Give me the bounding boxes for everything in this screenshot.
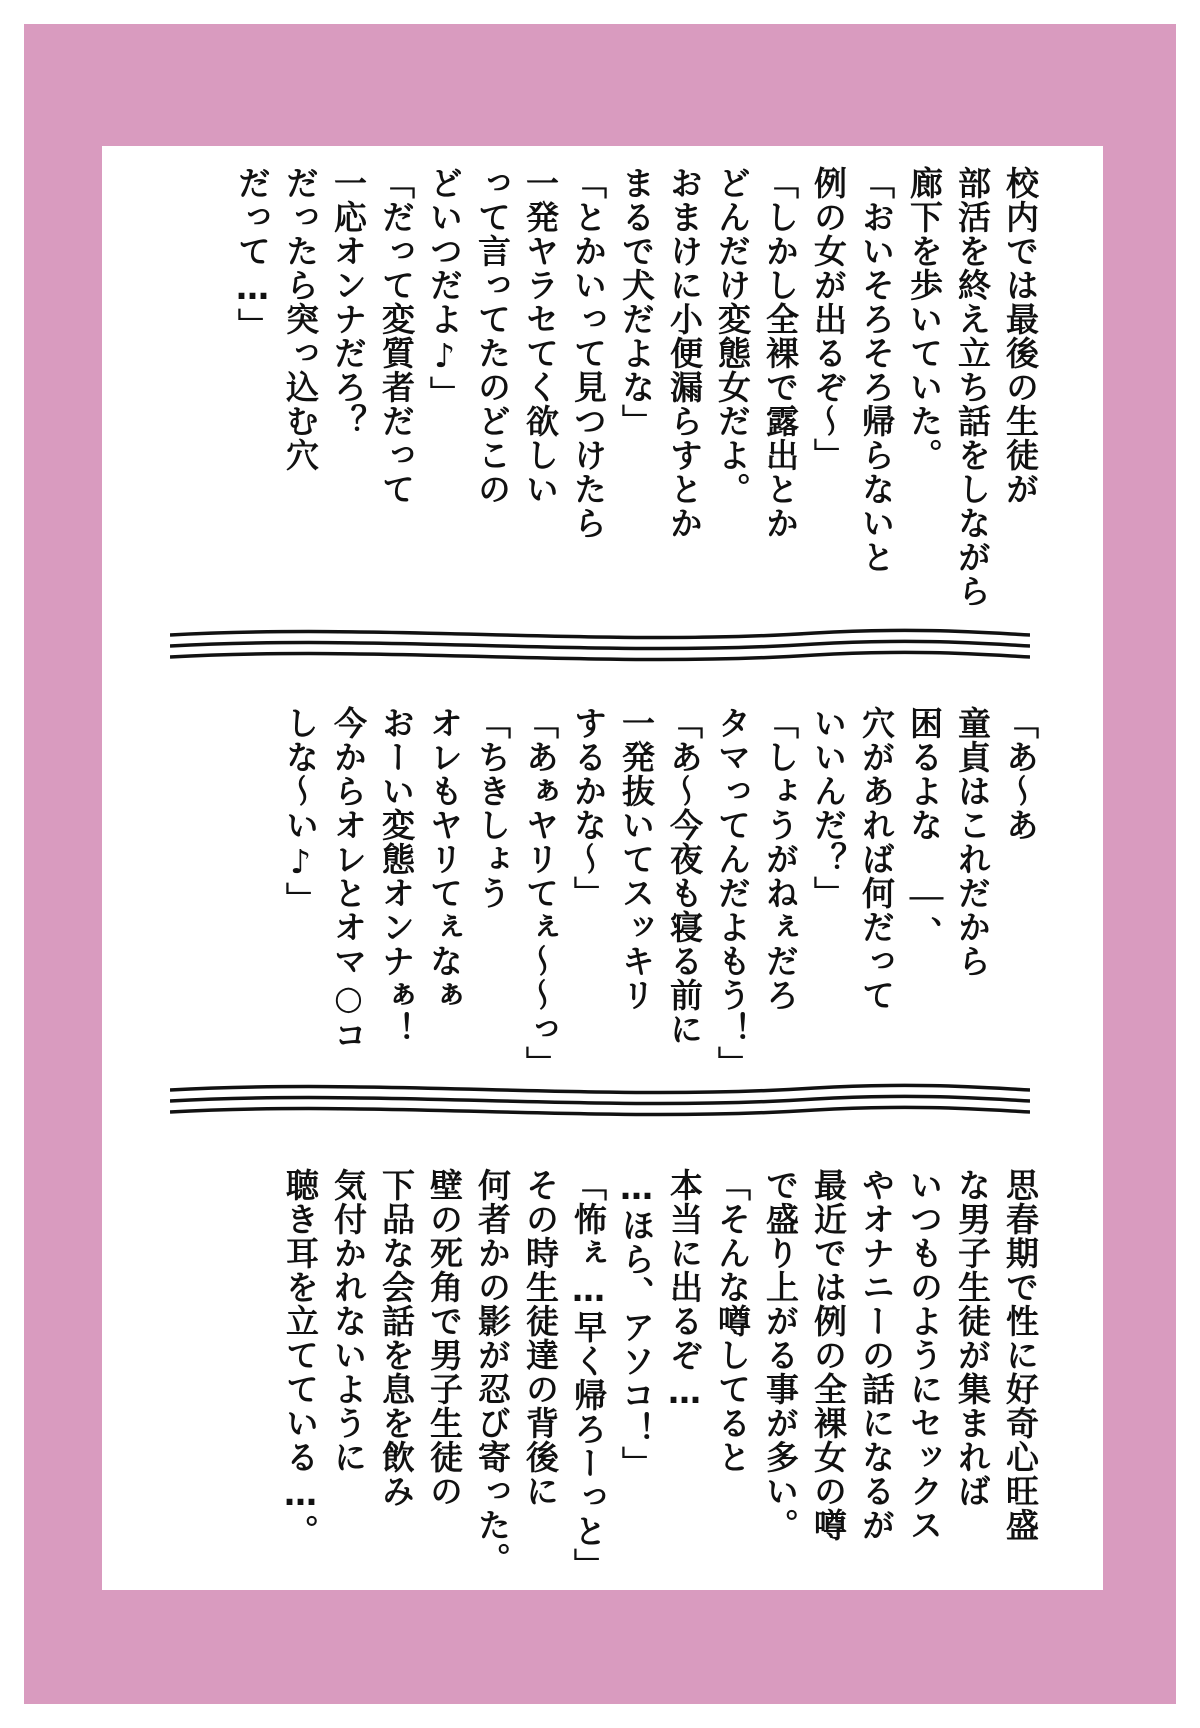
text-line: で盛り上がる事が多い。 bbox=[761, 1168, 800, 1542]
text-line: 思春期で性に好奇心旺盛 bbox=[1001, 1168, 1040, 1542]
text-line: どいつだよ♪」 bbox=[425, 166, 464, 410]
text-line: だって…」 bbox=[233, 166, 272, 342]
text-line: 「あぁヤリてぇ～～っ」 bbox=[521, 706, 560, 1080]
text-line: 「しかし全裸で露出とか bbox=[761, 166, 800, 540]
text-line: 今からオレとオマ○コ bbox=[329, 706, 368, 1052]
text-line: 「おいそろそろ帰らないと bbox=[857, 166, 896, 574]
text-line: …ほら、アソコ！」 bbox=[617, 1168, 656, 1480]
text-line: 「ちきしょう bbox=[473, 706, 512, 910]
text-line: 「とかいって見つけたら bbox=[569, 166, 608, 540]
text-line: オレもヤリてぇなぁ bbox=[425, 706, 464, 1012]
dialogue-block-2 bbox=[276, 706, 1044, 1086]
text-line: しな～い♪」 bbox=[281, 706, 320, 916]
narration-block-1 bbox=[228, 166, 1044, 626]
text-line: やオナニーの話になるが bbox=[857, 1168, 896, 1542]
text-line: な男子生徒が集まれば bbox=[953, 1168, 992, 1508]
text-line: 気付かれないように bbox=[329, 1168, 368, 1474]
text-line: その時生徒達の背後に bbox=[521, 1168, 560, 1508]
text-line: 校内では最後の生徒が bbox=[1001, 166, 1040, 506]
text-line: おまけに小便漏らすとか bbox=[665, 166, 704, 540]
text-line: 「しょうがねぇだろ bbox=[761, 706, 800, 1012]
text-line: 部活を終え立ち話をしながら bbox=[953, 166, 992, 608]
text-line: 困るよな ｜、 bbox=[905, 706, 944, 950]
narration-block-3 bbox=[276, 1168, 1044, 1582]
text-line: 聴き耳を立てている…。 bbox=[281, 1168, 320, 1548]
text-line: おーい変態オンナぁ！ bbox=[377, 706, 416, 1046]
text-line: いつものようにセックス bbox=[905, 1168, 944, 1542]
text-line: 下品な会話を息を飲み bbox=[377, 1168, 416, 1508]
text-line: 本当に出るぞ… bbox=[665, 1168, 704, 1412]
text-line: 壁の死角で男子生徒の bbox=[425, 1168, 464, 1508]
text-line: 最近では例の全裸女の噂 bbox=[809, 1168, 848, 1542]
text-line: 一発抜いてスッキリ bbox=[617, 706, 656, 1012]
wavy-divider bbox=[170, 625, 1030, 669]
text-line: するかな～」 bbox=[569, 706, 608, 910]
text-line: 穴があれば何だって bbox=[857, 706, 896, 1012]
text-line: 廊下を歩いていた。 bbox=[905, 166, 944, 472]
text-line: まるで犬だよな」 bbox=[617, 166, 656, 438]
text-line: 何者かの影が忍び寄った。 bbox=[473, 1168, 512, 1576]
text-line: って言ってたのどこの bbox=[473, 166, 512, 506]
text-line: だったら突っ込む穴 bbox=[281, 166, 320, 472]
text-line: 「あ～あ bbox=[1001, 706, 1040, 842]
text-line: 一発ヤラセてく欲しい bbox=[521, 166, 560, 506]
text-line: 「怖ぇ…早く帰ろーっと」 bbox=[569, 1168, 608, 1582]
text-line: 「だって変質者だって bbox=[377, 166, 416, 506]
text-line: 「そんな噂してると bbox=[713, 1168, 752, 1474]
wavy-divider bbox=[170, 1080, 1030, 1124]
text-line: 「あ～今夜も寝る前に bbox=[665, 706, 704, 1046]
text-line: いいんだ？」 bbox=[809, 706, 848, 910]
text-line: どんだけ変態女だよ。 bbox=[713, 166, 752, 506]
text-line: 一応オンナだろ？ bbox=[329, 166, 368, 438]
text-line: タマってんだよもう！」 bbox=[713, 706, 752, 1080]
text-line: 童貞はこれだから bbox=[953, 706, 992, 978]
text-line: 例の女が出るぞ～」 bbox=[809, 166, 848, 472]
